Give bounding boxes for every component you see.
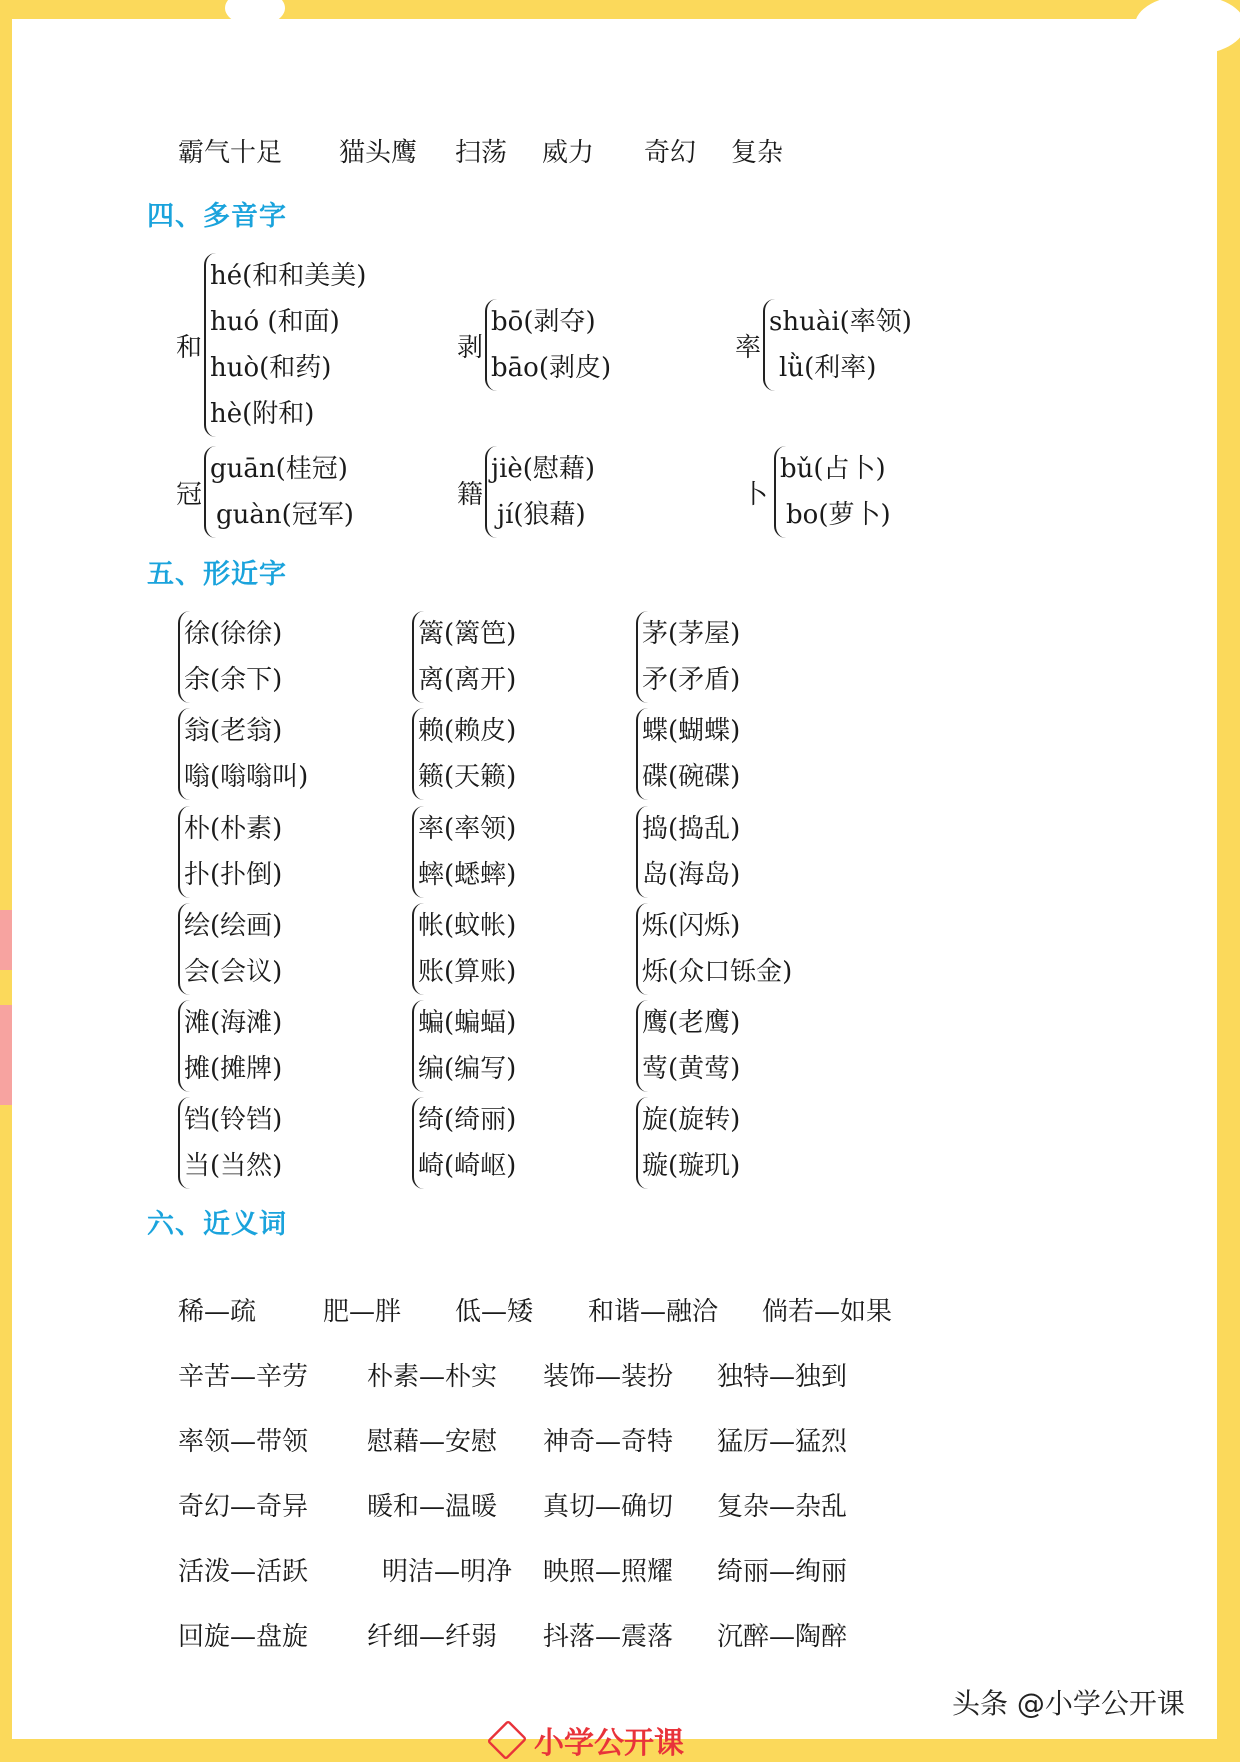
reading: hé(和和美美) <box>210 261 367 291</box>
similar-pair: 蝙(蝙蝠) 编(编写) <box>412 1000 516 1092</box>
reading: guàn(冠军) <box>216 500 354 530</box>
synonym-pair: 纤细—纤弱 <box>367 1622 498 1652</box>
reading: lǜ(利率) <box>779 353 877 383</box>
polyphone-char: 冠 <box>176 479 203 510</box>
top-word: 威力 <box>542 138 595 168</box>
synonym-pair: 率领—带领 <box>178 1427 309 1457</box>
similar-pair: 旋(旋转) 璇(璇玑) <box>636 1097 740 1189</box>
similar-pair: 烁(闪烁) 烁(众口铄金) <box>636 903 792 995</box>
synonym-pair: 复杂—杂乱 <box>717 1492 848 1522</box>
similar-pair: 率(率领) 蟀(蟋蟀) <box>412 806 516 898</box>
synonym-pair: 活泼—活跃 <box>178 1557 309 1587</box>
polyphone-group <box>176 446 354 538</box>
synonym-pair: 辛苦—辛劳 <box>178 1362 309 1392</box>
synonym-pair: 沉醉—陶醉 <box>717 1622 848 1652</box>
similar-pair: 绮(绮丽) 崎(崎岖) <box>412 1097 516 1189</box>
brace <box>485 299 611 391</box>
synonym-pair: 低—矮 <box>455 1297 534 1327</box>
synonym-pair: 神奇—奇特 <box>543 1427 674 1457</box>
left-pink-stripe <box>0 910 12 970</box>
similar-pair: 徐(徐徐) 余(余下) <box>178 611 282 703</box>
similar-pair: 翁(老翁) 嗡(嗡嗡叫) <box>178 708 308 800</box>
reading: shuài(率领) <box>769 307 912 337</box>
similar-pair: 捣(捣乱) 岛(海岛) <box>636 806 740 898</box>
reading: jiè(慰藉) <box>491 454 596 484</box>
reading: jí(狼藉) <box>497 500 586 530</box>
worksheet-page <box>12 19 1217 1739</box>
similar-pair: 绘(绘画) 会(会议) <box>178 903 282 995</box>
reading: bō(剥夺) <box>491 307 596 337</box>
top-word: 复杂 <box>731 138 784 168</box>
brace <box>204 446 354 538</box>
similar-pair: 蝶(蝴蝶) 碟(碗碟) <box>636 708 740 800</box>
left-pink-stripe <box>0 1005 12 1105</box>
polyphone-group <box>735 299 912 391</box>
synonym-pair: 朴素—朴实 <box>367 1362 498 1392</box>
watermark: 头条 @小学公开课 <box>952 1687 1185 1720</box>
polyphone-group <box>457 446 595 538</box>
top-word: 扫荡 <box>455 138 508 168</box>
polyphone-char: 卜 <box>742 479 769 510</box>
synonym-pair: 真切—确切 <box>543 1492 674 1522</box>
polyphone-group <box>742 446 891 538</box>
brace <box>763 299 912 391</box>
synonym-pair: 倘若—如果 <box>762 1297 893 1327</box>
polyphone-group <box>457 299 611 391</box>
top-word: 霸气十足 <box>178 138 283 168</box>
synonym-pair: 稀—疏 <box>178 1297 257 1327</box>
polyphone-group <box>176 253 366 437</box>
polyphone-char: 和 <box>176 332 203 363</box>
synonym-pair: 抖落—震落 <box>543 1622 674 1652</box>
hexagon-logo-icon <box>487 1720 528 1761</box>
similar-pair: 鹰(老鹰) 莺(黄莺) <box>636 1000 740 1092</box>
similar-pair: 赖(赖皮) 籁(天籁) <box>412 708 516 800</box>
section-title-polyphones: 四、多音字 <box>147 201 287 232</box>
polyphone-char: 籍 <box>457 479 484 510</box>
similar-pair: 铛(铃铛) 当(当然) <box>178 1097 282 1189</box>
brace <box>774 446 891 538</box>
reading: huó (和面) <box>210 307 340 337</box>
synonym-pair: 独特—独到 <box>717 1362 848 1392</box>
polyphone-char: 率 <box>735 332 762 363</box>
synonym-pair: 装饰—装扮 <box>543 1362 674 1392</box>
similar-pair: 篱(篱笆) 离(离开) <box>412 611 516 703</box>
synonym-pair: 奇幻—奇异 <box>178 1492 309 1522</box>
synonym-pair: 肥—胖 <box>323 1297 402 1327</box>
synonym-pair: 绮丽—绚丽 <box>717 1557 848 1587</box>
brand-logo <box>490 1718 684 1762</box>
top-word: 奇幻 <box>644 138 697 168</box>
synonym-pair: 暖和—温暖 <box>367 1492 498 1522</box>
brace <box>485 446 595 538</box>
synonym-pair: 慰藉—安慰 <box>367 1427 498 1457</box>
brand-logo-text: 小学公开课 <box>534 1726 684 1761</box>
similar-pair: 朴(朴素) 扑(扑倒) <box>178 806 282 898</box>
reading: bo(萝卜) <box>786 500 891 530</box>
similar-pair: 茅(茅屋) 矛(矛盾) <box>636 611 740 703</box>
synonym-pair: 猛厉—猛烈 <box>717 1427 848 1457</box>
similar-pair: 帐(蚊帐) 账(算账) <box>412 903 516 995</box>
synonym-pair: 回旋—盘旋 <box>178 1622 309 1652</box>
reading: bāo(剥皮) <box>491 353 612 383</box>
section-title-synonyms: 六、近义词 <box>147 1209 287 1240</box>
similar-pair: 滩(海滩) 摊(摊牌) <box>178 1000 282 1092</box>
reading: hè(附和) <box>210 399 315 429</box>
synonym-pair: 和谐—融洽 <box>588 1297 719 1327</box>
section-title-similar-chars: 五、形近字 <box>147 559 287 590</box>
top-word: 猫头鹰 <box>339 138 418 168</box>
reading: guān(桂冠) <box>210 454 348 484</box>
synonym-pair: 映照—照耀 <box>543 1557 674 1587</box>
reading: bǔ(占卜) <box>780 454 886 484</box>
polyphone-char: 剥 <box>457 332 484 363</box>
brace <box>204 253 366 437</box>
synonym-pair: 明洁—明净 <box>382 1557 513 1587</box>
reading: huò(和药) <box>210 353 332 383</box>
